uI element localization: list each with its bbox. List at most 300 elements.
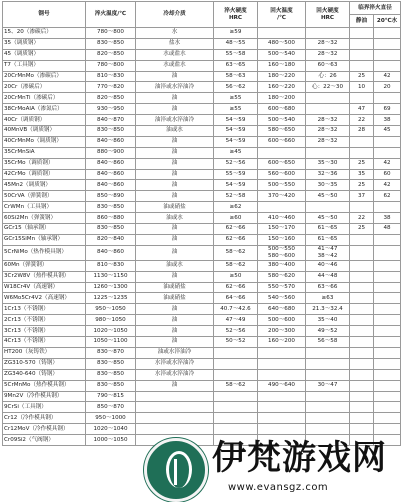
table-cell: 油或硝盐	[136, 202, 214, 213]
table-cell: 840～860	[86, 169, 136, 180]
col-critical-diameter: 临界淬火直径	[350, 2, 401, 15]
table-cell: 600～660	[258, 136, 306, 147]
table-cell	[374, 326, 401, 337]
table-cell: 28～32	[306, 136, 350, 147]
table-cell	[350, 271, 374, 282]
col-quench-temp: 淬火温度/℃	[86, 2, 136, 28]
table-cell: 油或水淬油冷	[136, 347, 214, 358]
table-cell: Cr12（冷作模具钢）	[3, 413, 86, 424]
table-cell	[306, 147, 350, 158]
table-cell: 52～58	[214, 191, 258, 202]
col-temper-temp: 回火温度 /℃	[258, 2, 306, 28]
table-cell: 830～850	[86, 126, 136, 137]
table-cell: 880～900	[86, 147, 136, 158]
table-row	[3, 358, 401, 369]
table-row	[3, 271, 401, 282]
table-cell: ≥55	[214, 104, 258, 115]
table-cell: 油	[136, 304, 214, 315]
table-cell: 69	[374, 104, 401, 115]
table-cell	[374, 282, 401, 293]
table-cell: 40CrMnMo（调质钢）	[3, 136, 86, 147]
table-cell: 40MnVB（调质钢）	[3, 126, 86, 137]
table-cell: 840～870	[86, 115, 136, 126]
table-row	[3, 293, 401, 304]
table-cell	[374, 380, 401, 391]
table-cell: 950～1000	[86, 413, 136, 424]
table-cell	[374, 234, 401, 245]
table-cell: 54～59	[214, 115, 258, 126]
table-cell: 62～66	[214, 234, 258, 245]
table-cell: 40～46	[306, 260, 350, 271]
table-cell: 600～680	[258, 104, 306, 115]
table-row	[3, 224, 401, 235]
table-cell: 油	[136, 93, 214, 104]
table-cell: Cr12MoV（冷作模具钢）	[3, 424, 86, 435]
table-cell: 770～820	[86, 82, 136, 93]
table-cell: ≥50	[214, 271, 258, 282]
table-cell: 油	[136, 337, 214, 348]
table-body	[3, 28, 401, 446]
table-row	[3, 315, 401, 326]
watermark-title: 伊梵游戏网	[212, 438, 387, 478]
table-cell: 580～620	[258, 271, 306, 282]
table-cell: 28	[350, 126, 374, 137]
table-cell	[374, 337, 401, 348]
table-cell	[214, 402, 258, 413]
table-cell: 水淬或水淬油冷	[136, 358, 214, 369]
table-cell	[374, 49, 401, 60]
table-cell: 63～65	[214, 60, 258, 71]
table-cell	[214, 358, 258, 369]
leaf-logo-icon	[144, 438, 208, 502]
table-cell	[136, 391, 214, 402]
table-cell: 54～59	[214, 136, 258, 147]
table-cell: 15、20（渗碳后）	[3, 28, 86, 39]
table-cell	[350, 202, 374, 213]
table-cell: ZG340-640（铸钢）	[3, 369, 86, 380]
table-cell: 28～32	[306, 115, 350, 126]
table-cell: 油或水	[136, 213, 214, 224]
table-row	[3, 49, 401, 60]
table-cell	[350, 413, 374, 424]
table-cell: 160～200	[258, 337, 306, 348]
table-cell: 61～65	[306, 234, 350, 245]
col-quench-hardness: 淬火硬度 HRC	[214, 2, 258, 28]
table-cell: 35～30	[306, 158, 350, 169]
table-cell: 32～36	[306, 169, 350, 180]
table-cell	[258, 358, 306, 369]
table-cell: 28～32	[306, 49, 350, 60]
table-cell	[374, 304, 401, 315]
table-cell: ≥55	[214, 93, 258, 104]
table-cell	[350, 391, 374, 402]
table-cell: 20	[374, 82, 401, 93]
table-cell	[306, 202, 350, 213]
table-cell: 47	[350, 104, 374, 115]
table-cell: 9Mn2V（冷作模具钢）	[3, 391, 86, 402]
table-cell: 58～62	[214, 380, 258, 391]
table-cell: 35（调质钢）	[3, 38, 86, 49]
watermark	[140, 432, 402, 501]
table-cell	[350, 93, 374, 104]
table-cell: 62～66	[214, 282, 258, 293]
table-cell: 580～650	[258, 126, 306, 137]
table-cell	[350, 358, 374, 369]
table-cell: 50CrVA（弹簧钢）	[3, 191, 86, 202]
table-cell: 410～460	[258, 213, 306, 224]
table-cell: 37	[350, 191, 374, 202]
table-cell: 480～500	[258, 38, 306, 49]
table-cell: 28～32	[306, 38, 350, 49]
table-row	[3, 234, 401, 245]
table-cell: 35	[350, 169, 374, 180]
table-row	[3, 191, 401, 202]
table-cell: 560～600	[258, 169, 306, 180]
table-cell	[374, 402, 401, 413]
table-cell: 22	[350, 213, 374, 224]
table-cell	[306, 93, 350, 104]
table-cell: 油	[136, 245, 214, 260]
table-cell	[374, 60, 401, 71]
table-cell	[350, 60, 374, 71]
table-cell: 油	[136, 271, 214, 282]
table-cell: 20CrMnMo（渗碳后）	[3, 71, 86, 82]
table-cell	[350, 293, 374, 304]
table-cell: 55～58	[214, 49, 258, 60]
table-cell: 600～650	[258, 158, 306, 169]
table-cell: 780～800	[86, 60, 136, 71]
table-cell: 930～950	[86, 104, 136, 115]
table-cell: 35CrMnSiA	[3, 147, 86, 158]
table-cell	[350, 315, 374, 326]
table-row	[3, 213, 401, 224]
table-cell: 500～540	[258, 49, 306, 60]
table-cell: 54～59	[214, 180, 258, 191]
table-cell	[374, 369, 401, 380]
table-cell	[306, 369, 350, 380]
table-cell: 油	[136, 234, 214, 245]
table-cell: 5CrNiMo（热作模具钢）	[3, 245, 86, 260]
table-cell: 63～66	[306, 282, 350, 293]
table-cell	[136, 413, 214, 424]
table-cell: 500～550 580～600	[258, 245, 306, 260]
table-cell	[350, 234, 374, 245]
table-cell: 180～200	[258, 93, 306, 104]
table-cell: 200～300	[258, 326, 306, 337]
table-cell: 980～1050	[86, 315, 136, 326]
table-cell: 150～160	[258, 234, 306, 245]
table-cell: 1130～1150	[86, 271, 136, 282]
table-row	[3, 402, 401, 413]
table-cell: 45Mn2（调质钢）	[3, 180, 86, 191]
col-steel: 钢号	[3, 2, 86, 28]
table-cell: 水	[136, 28, 214, 39]
table-row	[3, 413, 401, 424]
table-cell	[350, 326, 374, 337]
table-cell	[374, 93, 401, 104]
table-cell	[214, 391, 258, 402]
table-cell	[306, 28, 350, 39]
table-cell: 810～830	[86, 260, 136, 271]
table-cell: 1260～1300	[86, 282, 136, 293]
table-cell	[374, 358, 401, 369]
table-cell: 58～62	[214, 245, 258, 260]
table-row	[3, 369, 401, 380]
table-cell	[258, 347, 306, 358]
table-cell: 47～49	[214, 315, 258, 326]
table-cell: 850～870	[86, 402, 136, 413]
table-cell: 油	[136, 158, 214, 169]
quench-temper-table	[2, 1, 401, 446]
table-cell: 48～55	[214, 38, 258, 49]
table-cell: 42	[374, 71, 401, 82]
table-cell	[374, 202, 401, 213]
table-cell: 840～860	[86, 180, 136, 191]
table-cell: 830～850	[86, 369, 136, 380]
table-cell: 56～58	[306, 337, 350, 348]
table-cell: 25	[350, 180, 374, 191]
table-cell: 1020～1040	[86, 424, 136, 435]
table-cell: 49～52	[306, 326, 350, 337]
table-cell: 790～815	[86, 391, 136, 402]
col-cool-medium: 冷却介质	[136, 2, 214, 28]
table-cell: 油	[136, 191, 214, 202]
table-cell	[374, 260, 401, 271]
table-row	[3, 38, 401, 49]
table-cell: 500～600	[258, 315, 306, 326]
table-cell: 35CrMo（调质钢）	[3, 158, 86, 169]
table-cell	[350, 380, 374, 391]
table-cell: 150～170	[258, 224, 306, 235]
table-cell: 油或硝盐	[136, 282, 214, 293]
table-cell: 油	[136, 71, 214, 82]
table-cell	[258, 28, 306, 39]
table-row	[3, 326, 401, 337]
table-cell: 830～850	[86, 38, 136, 49]
table-cell: 4Cr13（不锈钢）	[3, 337, 86, 348]
table-cell: 油	[136, 104, 214, 115]
table-cell: T7（工具钢）	[3, 60, 86, 71]
table-cell: 22	[350, 115, 374, 126]
table-cell: 1000～1050	[86, 435, 136, 446]
table-cell: 60Mn（弹簧钢）	[3, 260, 86, 271]
table-row	[3, 158, 401, 169]
table-cell: 油	[136, 169, 214, 180]
table-cell: GCr15（轴承钢）	[3, 224, 86, 235]
table-cell	[306, 391, 350, 402]
table-cell	[350, 49, 374, 60]
table-cell	[374, 293, 401, 304]
table-cell: 水淬或水淬油冷	[136, 369, 214, 380]
table-row	[3, 337, 401, 348]
table-cell: 60～63	[306, 60, 350, 71]
table-cell: 水或盐水	[136, 49, 214, 60]
table-cell: 21.3～32.4	[306, 304, 350, 315]
table-cell: 25	[350, 224, 374, 235]
table-row	[3, 115, 401, 126]
table-cell	[374, 347, 401, 358]
table-cell	[306, 413, 350, 424]
table-cell: 490～640	[258, 380, 306, 391]
table-cell: 54～59	[214, 126, 258, 137]
table-cell: 45～50	[306, 191, 350, 202]
table-cell	[306, 358, 350, 369]
table-cell	[374, 136, 401, 147]
table-row	[3, 391, 401, 402]
table-row	[3, 126, 401, 137]
table-row	[3, 180, 401, 191]
table-row	[3, 347, 401, 358]
table-cell: 830～870	[86, 347, 136, 358]
table-cell	[350, 304, 374, 315]
table-cell: 水或盐水	[136, 60, 214, 71]
table-cell: 810～830	[86, 71, 136, 82]
table-cell: W6Mo5Cr4V2（高速钢）	[3, 293, 86, 304]
table-row	[3, 147, 401, 158]
table-cell: 28～32	[306, 126, 350, 137]
table-cell: 380～400	[258, 260, 306, 271]
table-cell: 油	[136, 136, 214, 147]
table-cell: 44～48	[306, 271, 350, 282]
table-cell: ≥62	[214, 202, 258, 213]
table-cell: ≥63	[306, 293, 350, 304]
table-cell: 540～560	[258, 293, 306, 304]
table-cell	[350, 136, 374, 147]
table-cell: 830～850	[86, 358, 136, 369]
table-row	[3, 28, 401, 39]
table-cell: 500～550	[258, 180, 306, 191]
table-cell	[350, 337, 374, 348]
table-row	[3, 93, 401, 104]
table-cell: 油	[136, 180, 214, 191]
table-cell: 50～52	[214, 337, 258, 348]
table-cell: 3Cr2W8V（热作模具钢）	[3, 271, 86, 282]
table-row	[3, 60, 401, 71]
table-cell: 25	[350, 158, 374, 169]
table-cell: 860～880	[86, 213, 136, 224]
table-cell: 20Cr（渗碳后）	[3, 82, 86, 93]
table-cell: 30～35	[306, 180, 350, 191]
table-row	[3, 202, 401, 213]
table-cell: 油或水	[136, 126, 214, 137]
table-cell: 3Cr13（不锈钢）	[3, 326, 86, 337]
table-cell: 油	[136, 326, 214, 337]
table-cell: 60	[374, 169, 401, 180]
table-cell: 1050～1100	[86, 337, 136, 348]
table-cell	[258, 413, 306, 424]
table-cell	[374, 413, 401, 424]
col-water-20: 20℃水	[374, 15, 401, 28]
table-cell: ≥45	[214, 147, 258, 158]
table-cell: Cr09Si2（气阀钢）	[3, 435, 86, 446]
table-cell	[214, 347, 258, 358]
table-cell	[374, 391, 401, 402]
table-cell	[350, 402, 374, 413]
table-cell: 9CrSi（工具钢）	[3, 402, 86, 413]
table-cell: 950～1050	[86, 304, 136, 315]
table-cell: 油淬或水淬油冷	[136, 82, 214, 93]
table-cell: 780～800	[86, 28, 136, 39]
table-cell: 25	[350, 71, 374, 82]
table-cell: 820～840	[86, 234, 136, 245]
table-row	[3, 282, 401, 293]
table-cell	[374, 315, 401, 326]
table-cell: 55～59	[214, 169, 258, 180]
table-cell	[306, 402, 350, 413]
col-static-oil: 静油	[350, 15, 374, 28]
table-cell	[306, 104, 350, 115]
header-row-1	[3, 2, 401, 15]
table-cell: 20CrMnTi（渗碳后）	[3, 93, 86, 104]
table-cell: 58～62	[214, 260, 258, 271]
table-cell: 58～63	[214, 71, 258, 82]
table-cell: 41～47 38～42	[306, 245, 350, 260]
watermark-url: www.evansgz.com	[228, 482, 329, 493]
table-cell	[350, 38, 374, 49]
table-cell: GCr15SiMn（轴承钢）	[3, 234, 86, 245]
table-cell: 5CrMnMo（热作模具钢）	[3, 380, 86, 391]
table-cell	[374, 245, 401, 260]
table-cell: 64～66	[214, 293, 258, 304]
table-cell: 42CrMo（调质钢）	[3, 169, 86, 180]
table-cell: 38	[374, 115, 401, 126]
table-cell: 830～850	[86, 380, 136, 391]
table-cell: ≥60	[214, 213, 258, 224]
table-cell: 840～860	[86, 245, 136, 260]
table-cell: 1020～1050	[86, 326, 136, 337]
table-cell: 心：22～30	[306, 82, 350, 93]
table-cell: 心：26	[306, 71, 350, 82]
table-cell	[350, 260, 374, 271]
table-cell: 油	[136, 224, 214, 235]
table-cell: 48	[374, 224, 401, 235]
table-cell: 56～62	[214, 82, 258, 93]
table-cell: 160～220	[258, 82, 306, 93]
table-cell: 840～860	[86, 136, 136, 147]
table-cell: 52～56	[214, 158, 258, 169]
table-cell: 500～540	[258, 115, 306, 126]
table-row	[3, 71, 401, 82]
table-cell: 油淬或水淬油冷	[136, 115, 214, 126]
table-cell	[350, 28, 374, 39]
table-cell: 550～570	[258, 282, 306, 293]
table-cell	[374, 147, 401, 158]
table-cell: 盐水	[136, 38, 214, 49]
table-cell: 油	[136, 147, 214, 158]
table-cell	[374, 38, 401, 49]
table-cell	[214, 413, 258, 424]
table-cell: 180～220	[258, 71, 306, 82]
table-row	[3, 304, 401, 315]
table-cell	[258, 369, 306, 380]
table-cell: 830～850	[86, 202, 136, 213]
table-cell: 830～850	[86, 224, 136, 235]
table-cell	[374, 28, 401, 39]
table-cell	[258, 391, 306, 402]
table-cell	[258, 147, 306, 158]
table-cell: 2Cr13（不锈钢）	[3, 315, 86, 326]
table-row	[3, 82, 401, 93]
table-cell	[350, 347, 374, 358]
table-cell: 40Cr（调质钢）	[3, 115, 86, 126]
table-cell: 油或硝盐	[136, 293, 214, 304]
table-cell: 1Cr13（不锈钢）	[3, 304, 86, 315]
table-cell: 42	[374, 180, 401, 191]
table-cell: 62～66	[214, 224, 258, 235]
table-cell: 60Si2Mn（弹簧钢）	[3, 213, 86, 224]
table-cell: 370～420	[258, 191, 306, 202]
table-row	[3, 380, 401, 391]
